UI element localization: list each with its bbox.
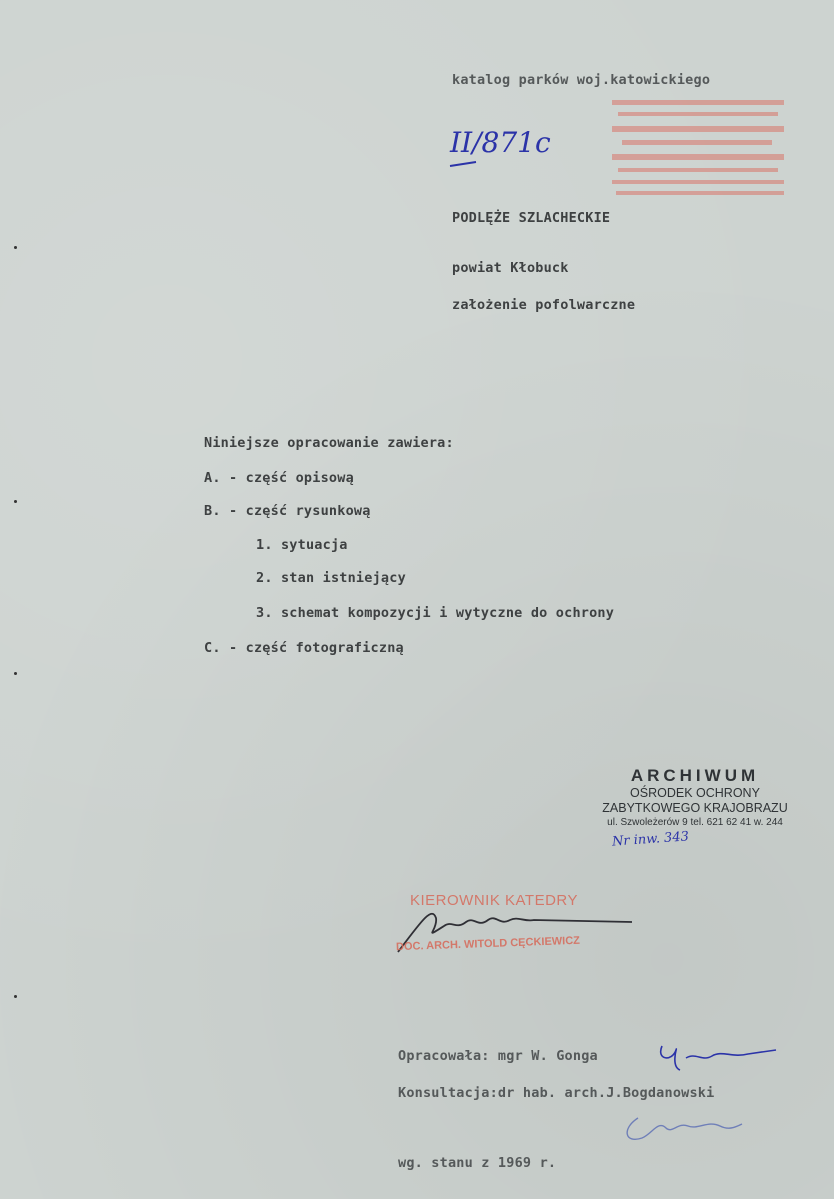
park-type: założenie pofolwarczne <box>452 297 636 313</box>
margin-dot <box>14 500 17 503</box>
park-district: powiat Kłobuck <box>452 260 569 276</box>
archive-stamp-line: OŚRODEK OCHRONY <box>630 786 760 800</box>
contents-subitem: 3. schemat kompozycji i wytyczne do ochrony <box>256 605 615 621</box>
archive-stamp-line: ZABYTKOWEGO KRAJOBRAZU <box>602 801 788 815</box>
state-as-of: wg. stanu z 1969 r. <box>398 1155 557 1171</box>
contents-item: B. - część rysunkową <box>204 503 371 519</box>
handwritten-catalog-code: II/871c <box>450 126 551 159</box>
head-stamp-name: DOC. ARCH. WITOLD CĘCKIEWICZ <box>395 934 581 954</box>
margin-dot <box>14 246 17 249</box>
park-name: PODLĘŻE SZLACHECKIE <box>452 210 611 226</box>
archive-stamp-address: ul. Szwoleżerów 9 tel. 621 62 41 w. 244 <box>607 817 783 828</box>
contents-intro: Niniejsze opracowanie zawiera: <box>204 435 454 451</box>
inventory-number-handwritten: Nr inw. 343 <box>611 829 690 850</box>
prepared-by: Opracowała: mgr W. Gonga <box>398 1048 598 1064</box>
head-stamp-title: KIEROWNIK KATEDRY <box>410 892 578 909</box>
handwritten-underline <box>446 122 536 182</box>
consultation: Konsultacja:dr hab. arch.J.Bogdanowski <box>398 1085 715 1101</box>
contents-item: A. - część opisową <box>204 470 354 486</box>
author-signature-icon <box>652 1036 782 1076</box>
archive-stamp <box>590 766 800 829</box>
faded-red-stamp <box>608 96 788 202</box>
margin-dot <box>14 672 17 675</box>
contents-subitem: 2. stan istniejący <box>256 570 406 586</box>
consultant-signature-icon <box>618 1098 748 1148</box>
catalog-line: katalog parków woj.katowickiego <box>452 72 711 88</box>
contents-item: C. - część fotograficzną <box>204 640 404 656</box>
contents-subitem: 1. sytuacja <box>256 537 348 553</box>
archive-stamp-title: ARCHIWUM <box>630 766 760 785</box>
margin-dot <box>14 995 17 998</box>
